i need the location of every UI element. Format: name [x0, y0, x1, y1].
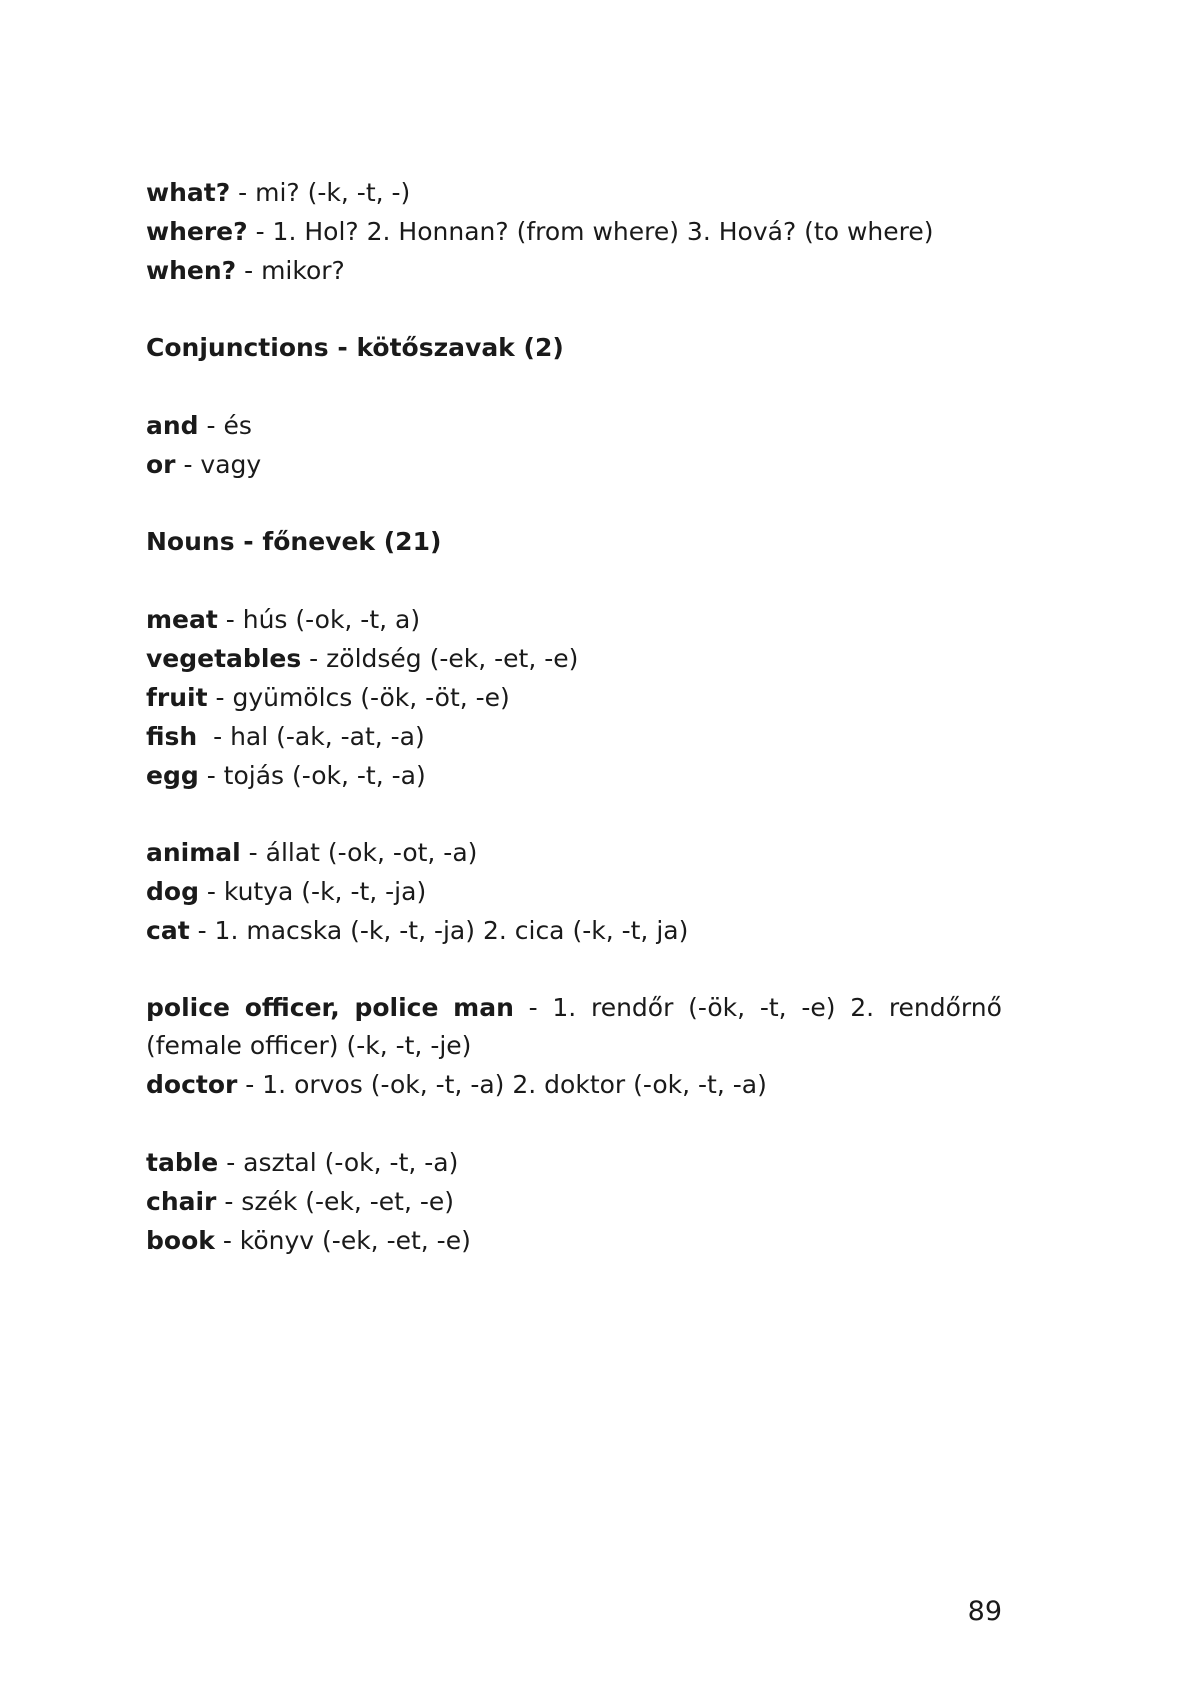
vocab-term: table — [146, 1148, 219, 1177]
vocab-term: doctor — [146, 1070, 238, 1099]
vocab-term: fruit — [146, 683, 208, 712]
vocab-entry-police — [146, 991, 1002, 1025]
vocab-entry-fish — [146, 720, 1002, 754]
section-heading-nouns: Nouns - főnevek (21) — [146, 527, 442, 556]
vocab-entry-and — [146, 409, 1002, 443]
vocab-translation: - és — [198, 411, 252, 440]
vocab-translation-word: -e) — [801, 993, 836, 1022]
vocab-entry-meat — [146, 603, 1002, 637]
vocab-translation: - könyv (-ek, -et, -e) — [214, 1226, 471, 1255]
vocab-translation-word: (-ök, — [688, 993, 746, 1022]
vocab-translation: - zöldség (-ek, -et, -e) — [301, 644, 579, 673]
vocab-entry-book — [146, 1224, 1002, 1258]
vocab-term: dog — [146, 877, 199, 906]
vocab-entry-table — [146, 1146, 1002, 1180]
vocab-entry-vegetables — [146, 642, 1002, 676]
vocab-entry-what — [146, 176, 1002, 210]
section-heading-conjunctions: Conjunctions - kötőszavak (2) — [146, 333, 564, 362]
vocab-entry-cat — [146, 914, 1002, 948]
vocab-term-word: man — [453, 993, 514, 1022]
document-page — [146, 0, 1002, 1695]
vocab-term: fish — [146, 722, 198, 751]
vocab-entry-egg — [146, 759, 1002, 793]
vocab-entry-dog — [146, 875, 1002, 909]
vocab-entry-chair — [146, 1185, 1002, 1219]
vocab-entry-where — [146, 215, 1002, 249]
vocab-term: vegetables — [146, 644, 302, 673]
vocab-term: where? — [146, 217, 248, 246]
vocab-entry-doctor — [146, 1068, 1002, 1102]
vocab-translation: - mikor? — [236, 256, 345, 285]
vocab-term: meat — [146, 605, 218, 634]
vocab-translation-word: - — [528, 993, 538, 1022]
vocab-translation: - 1. Hol? 2. Honnan? (from where) 3. Hová? (to where) — [247, 217, 934, 246]
vocab-term: book — [146, 1226, 215, 1255]
vocab-term: cat — [146, 916, 190, 945]
vocab-term: when? — [146, 256, 237, 285]
page-number: 89 — [967, 1596, 1002, 1627]
vocab-translation: - vagy — [175, 450, 262, 479]
vocab-translation: - gyümölcs (-ök, -öt, -e) — [207, 683, 510, 712]
vocab-translation-word: -t, — [759, 993, 787, 1022]
vocab-term: what? — [146, 178, 231, 207]
vocab-term-word: police — [354, 993, 439, 1022]
vocab-translation: - mi? (-k, -t, -) — [230, 178, 411, 207]
vocab-translation-word: 1. — [552, 993, 577, 1022]
vocab-translation: - tojás (-ok, -t, -a) — [198, 761, 426, 790]
vocab-translation: - 1. orvos (-ok, -t, -a) 2. doktor (-ok, -t, -a) — [237, 1070, 767, 1099]
vocab-entry-animal — [146, 836, 1002, 870]
vocab-translation-word: rendőr — [590, 993, 674, 1022]
vocab-term-word: officer, — [244, 993, 340, 1022]
vocab-term: animal — [146, 838, 241, 867]
vocab-entry-when — [146, 254, 1002, 288]
vocab-translation: - kutya (-k, -t, -ja) — [198, 877, 427, 906]
vocab-entry-police-continuation: (female officer) (-k, -t, -je) — [146, 1031, 472, 1060]
vocab-translation: - hús (-ok, -t, a) — [217, 605, 421, 634]
vocab-term: chair — [146, 1187, 217, 1216]
vocab-term-word: police — [146, 993, 230, 1022]
vocab-translation-word: rendőrnő — [888, 993, 1002, 1022]
vocab-entry-or — [146, 448, 1002, 482]
vocab-translation: - szék (-ek, -et, -e) — [216, 1187, 455, 1216]
vocab-translation-word: 2. — [850, 993, 875, 1022]
vocab-entry-fruit — [146, 681, 1002, 715]
vocab-term: egg — [146, 761, 199, 790]
vocab-term: or — [146, 450, 176, 479]
vocab-translation: - hal (-ak, -at, -a) — [197, 722, 425, 751]
vocab-translation: - 1. macska (-k, -t, -ja) 2. cica (-k, -t, ja) — [189, 916, 689, 945]
vocab-term: and — [146, 411, 199, 440]
vocab-translation: - állat (-ok, -ot, -a) — [240, 838, 478, 867]
vocab-translation: - asztal (-ok, -t, -a) — [218, 1148, 459, 1177]
